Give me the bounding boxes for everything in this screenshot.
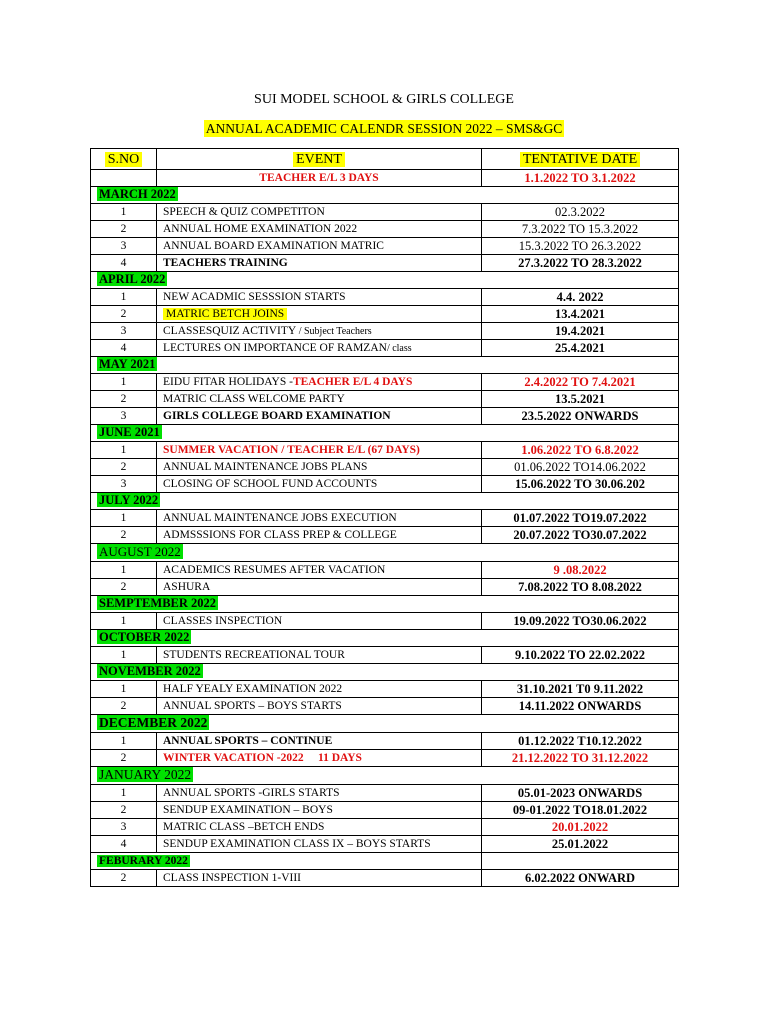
month-label: AUGUST 2022 <box>99 544 181 559</box>
date-cell: 01.06.2022 TO14.06.2022 <box>482 459 679 476</box>
date-cell: 4.4. 2022 <box>482 289 679 306</box>
month-label: NOVEMBER 2022 <box>99 664 201 678</box>
month-row <box>91 630 679 647</box>
event-cell: ASHURA <box>157 579 482 596</box>
month-row <box>91 493 679 510</box>
date-cell: 31.10.2021 T0 9.11.2022 <box>482 681 679 698</box>
event-cell: SPEECH & QUIZ COMPETITON <box>157 204 482 221</box>
col-date-header: TENTATIVE DATE <box>482 149 679 170</box>
date-cell: 6.02.2022 ONWARD <box>482 870 679 887</box>
date-cell: 7.3.2022 TO 15.3.2022 <box>482 221 679 238</box>
month-row <box>91 544 679 562</box>
col-event-header: EVENT <box>157 149 482 170</box>
event-cell: ANNUAL SPORTS – BOYS STARTS <box>157 698 482 715</box>
date-cell: 13.4.2021 <box>482 306 679 323</box>
table-row: 4 LECTURES ON IMPORTANCE OF RAMZAN/ class 25.4.2021 <box>91 340 679 357</box>
month-label: APRIL 2022 <box>99 272 166 286</box>
date-cell: 2.4.2022 TO 7.4.2021 <box>482 374 679 391</box>
table-row: 1 ACADEMICS RESUMES AFTER VACATION 9 .08.2022 <box>91 562 679 579</box>
month-row <box>91 272 679 289</box>
event-cell: EIDU FITAR HOLIDAYS -TEACHER E/L 4 DAYS <box>157 374 482 391</box>
table-row: 2 ASHURA 7.08.2022 TO 8.08.2022 <box>91 579 679 596</box>
table-row: 1 ANNUAL MAINTENANCE JOBS EXECUTION 01.07.2022 TO19.07.2022 <box>91 510 679 527</box>
table-row: 1 CLASSES INSPECTION 19.09.2022 TO30.06.2022 <box>91 613 679 630</box>
calendar-table <box>90 148 679 887</box>
table-row: 2 ANNUAL HOME EXAMINATION 2022 7.3.2022 TO 15.3.2022 <box>91 221 679 238</box>
event-cell: STUDENTS RECREATIONAL TOUR <box>157 647 482 664</box>
table-row: 2 ANNUAL MAINTENANCE JOBS PLANS 01.06.2022 TO14.06.2022 <box>91 459 679 476</box>
col-sno-header: S.NO <box>91 149 157 170</box>
table-row: 2 CLASS INSPECTION 1-VIII 6.02.2022 ONWARD <box>91 870 679 887</box>
event-cell: ANNUAL HOME EXAMINATION 2022 <box>157 221 482 238</box>
school-name: SUI MODEL SCHOOL & GIRLS COLLEGE <box>254 92 514 107</box>
month-row <box>91 853 679 870</box>
table-row: 2 WINTER VACATION -2022 11 DAYS 21.12.2022 TO 31.12.2022 <box>91 750 679 767</box>
event-cell: ACADEMICS RESUMES AFTER VACATION <box>157 562 482 579</box>
month-row <box>91 664 679 681</box>
event-cell: MATRIC CLASS WELCOME PARTY <box>157 391 482 408</box>
event-cell: CLOSING OF SCHOOL FUND ACCOUNTS <box>157 476 482 493</box>
calendar-title: ANNUAL ACADEMIC CALENDR SESSION 2022 – SMS&GC <box>205 121 563 136</box>
month-row <box>91 425 679 442</box>
month-label: MAY 2021 <box>99 357 156 371</box>
event-cell: GIRLS COLLEGE BOARD EXAMINATION <box>157 408 482 425</box>
table-row: 2 MATRIC CLASS WELCOME PARTY 13.5.2021 <box>91 391 679 408</box>
table-row: 1 ANNUAL SPORTS -GIRLS STARTS 05.01-2023 ONWARDS <box>91 785 679 802</box>
table-row: 4 TEACHERS TRAINING 27.3.2022 TO 28.3.2022 <box>91 255 679 272</box>
month-label: JUNE 2021 <box>99 425 160 439</box>
table-row: 3 ANNUAL BOARD EXAMINATION MATRIC 15.3.2022 TO 26.3.2022 <box>91 238 679 255</box>
table-row: 3 CLOSING OF SCHOOL FUND ACCOUNTS 15.06.2022 TO 30.06.202 <box>91 476 679 493</box>
event-cell: ANNUAL SPORTS -GIRLS STARTS <box>157 785 482 802</box>
month-row <box>91 767 679 785</box>
month-row <box>91 596 679 613</box>
date-cell: 14.11.2022 ONWARDS <box>482 698 679 715</box>
event-cell: SUMMER VACATION / TEACHER E/L (67 DAYS) <box>157 442 482 459</box>
event-cell: CLASSES INSPECTION <box>157 613 482 630</box>
month-label: JULY 2022 <box>99 493 159 507</box>
month-label: JANUARY 2022 <box>99 767 192 782</box>
month-label: SEMPTEMBER 2022 <box>99 596 217 610</box>
date-cell: 27.3.2022 TO 28.3.2022 <box>482 255 679 272</box>
table-row: 2 ADMSSSIONS FOR CLASS PREP & COLLEGE 20.07.2022 TO30.07.2022 <box>91 527 679 544</box>
date-cell: 20.01.2022 <box>482 819 679 836</box>
date-cell: 01.12.2022 T10.12.2022 <box>482 733 679 750</box>
table-row: 2 ANNUAL SPORTS – BOYS STARTS 14.11.2022 ONWARDS <box>91 698 679 715</box>
date-cell: 21.12.2022 TO 31.12.2022 <box>482 750 679 767</box>
date-cell: 25.4.2021 <box>482 340 679 357</box>
table-row: 1 ANNUAL SPORTS – CONTINUE 01.12.2022 T10.12.2022 <box>91 733 679 750</box>
date-cell: 1.1.2022 TO 3.1.2022 <box>482 170 679 187</box>
date-cell: 02.3.2022 <box>482 204 679 221</box>
table-row: 1 STUDENTS RECREATIONAL TOUR 9.10.2022 TO 22.02.2022 <box>91 647 679 664</box>
date-cell: 20.07.2022 TO30.07.2022 <box>482 527 679 544</box>
table-row: 3 MATRIC CLASS –BETCH ENDS 20.01.2022 <box>91 819 679 836</box>
event-cell: ANNUAL MAINTENANCE JOBS PLANS <box>157 459 482 476</box>
event-cell: ANNUAL BOARD EXAMINATION MATRIC <box>157 238 482 255</box>
date-cell: 9.10.2022 TO 22.02.2022 <box>482 647 679 664</box>
event-cell: HALF YEALY EXAMINATION 2022 <box>157 681 482 698</box>
event-cell: ADMSSSIONS FOR CLASS PREP & COLLEGE <box>157 527 482 544</box>
table-row: 4 SENDUP EXAMINATION CLASS IX – BOYS STARTS 25.01.2022 <box>91 836 679 853</box>
month-label: FEBURARY 2022 <box>99 854 188 867</box>
table-row: 1 HALF YEALY EXAMINATION 2022 31.10.2021 T0 9.11.2022 <box>91 681 679 698</box>
month-row <box>91 357 679 374</box>
month-label: OCTOBER 2022 <box>99 630 190 644</box>
date-cell: 19.09.2022 TO30.06.2022 <box>482 613 679 630</box>
date-cell: 1.06.2022 TO 6.8.2022 <box>482 442 679 459</box>
event-cell: SENDUP EXAMINATION – BOYS <box>157 802 482 819</box>
date-cell: 7.08.2022 TO 8.08.2022 <box>482 579 679 596</box>
header-row <box>91 149 679 170</box>
table-row: 1 SUMMER VACATION / TEACHER E/L (67 DAYS) 1.06.2022 TO 6.8.2022 <box>91 442 679 459</box>
event-cell: TEACHERS TRAINING <box>157 255 482 272</box>
event-cell: CLASS INSPECTION 1-VIII <box>157 870 482 887</box>
event-cell: ANNUAL MAINTENANCE JOBS EXECUTION <box>157 510 482 527</box>
table-row: 3 CLASSESQUIZ ACTIVITY / Subject Teachers 19.4.2021 <box>91 323 679 340</box>
month-row <box>91 715 679 733</box>
date-cell: 19.4.2021 <box>482 323 679 340</box>
date-cell: 23.5.2022 ONWARDS <box>482 408 679 425</box>
date-cell: 13.5.2021 <box>482 391 679 408</box>
table-row: 2 SENDUP EXAMINATION – BOYS 09-01.2022 TO18.01.2022 <box>91 802 679 819</box>
event-cell: WINTER VACATION -2022 11 DAYS <box>157 750 482 767</box>
event-cell: CLASSESQUIZ ACTIVITY / Subject Teachers <box>157 323 482 340</box>
event-cell: TEACHER E/L 3 DAYS <box>157 170 482 187</box>
month-row <box>91 187 679 204</box>
date-cell: 25.01.2022 <box>482 836 679 853</box>
date-cell: 09-01.2022 TO18.01.2022 <box>482 802 679 819</box>
table-row: 2 MATRIC BETCH JOINS 13.4.2021 <box>91 306 679 323</box>
event-cell: MATRIC BETCH JOINS <box>157 306 482 323</box>
month-label: DECEMBER 2022 <box>99 715 208 730</box>
event-cell: LECTURES ON IMPORTANCE OF RAMZAN/ class <box>157 340 482 357</box>
table-row: 1 NEW ACADMIC SESSSION STARTS 4.4. 2022 <box>91 289 679 306</box>
month-label: MARCH 2022 <box>99 187 176 201</box>
date-cell: 01.07.2022 TO19.07.2022 <box>482 510 679 527</box>
date-cell: 9 .08.2022 <box>482 562 679 579</box>
date-cell: 05.01-2023 ONWARDS <box>482 785 679 802</box>
date-cell: 15.06.2022 TO 30.06.202 <box>482 476 679 493</box>
table-row <box>91 170 679 187</box>
event-cell: MATRIC CLASS –BETCH ENDS <box>157 819 482 836</box>
event-cell: NEW ACADMIC SESSSION STARTS <box>157 289 482 306</box>
event-cell: ANNUAL SPORTS – CONTINUE <box>157 733 482 750</box>
table-row: 1 EIDU FITAR HOLIDAYS -TEACHER E/L 4 DAYS 2.4.2022 TO 7.4.2021 <box>91 374 679 391</box>
event-cell: SENDUP EXAMINATION CLASS IX – BOYS STARTS <box>157 836 482 853</box>
date-cell: 15.3.2022 TO 26.3.2022 <box>482 238 679 255</box>
table-row: 3 GIRLS COLLEGE BOARD EXAMINATION 23.5.2022 ONWARDS <box>91 408 679 425</box>
table-row: 1 SPEECH & QUIZ COMPETITON 02.3.2022 <box>91 204 679 221</box>
